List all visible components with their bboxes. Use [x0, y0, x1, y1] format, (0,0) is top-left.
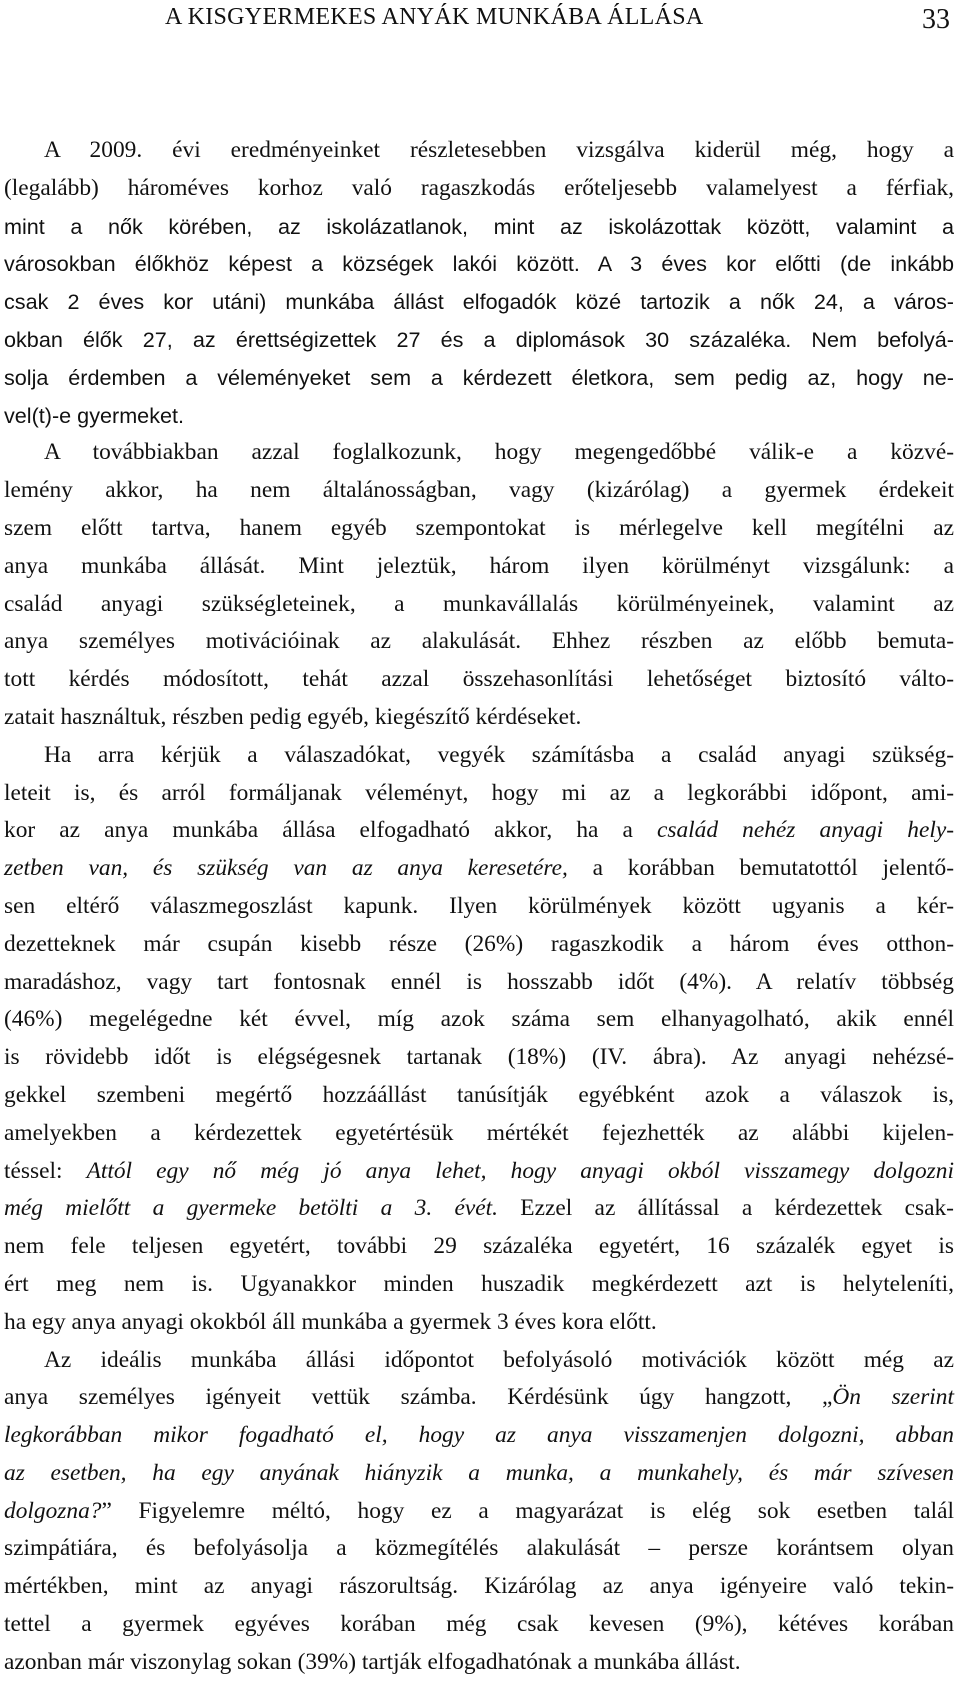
text-line — [4, 548, 954, 586]
text-segment: azonban már viszonylag sokan (39%) tartják elfogadhatónak a munkába állást. — [4, 1648, 741, 1675]
italic-text: legkorábban mikor fogadható el, hogy az anya visszamenjen dolgozni, abban — [4, 1422, 954, 1449]
text-segment: család anyagi szükségleteinek, a munkavállalás körülményeinek, valamint az — [4, 590, 954, 617]
text-segment: anya munkába állását. Mint jeleztük, három ilyen körülményt vizsgálunk: a — [4, 552, 954, 579]
text-line — [4, 1606, 954, 1644]
text-line — [4, 926, 954, 964]
text-segment: sen eltérő válaszmegoszlást kapunk. Ilyen körülmények között ugyanis a kér- — [4, 892, 954, 919]
text-segment: mint a nők körében, az iskolázatlanok, mint az iskolázottak között, valamint a — [4, 213, 954, 239]
text-segment: okban élők 27, az érettségizettek 27 és a diplomások 30 százaléka. — [4, 326, 792, 352]
text-segment: ért meg nem is. Ugyanakkor minden huszadik megkérdezett azt is helyteleníti, — [4, 1270, 954, 1297]
text-line — [4, 472, 954, 510]
text-line — [4, 1379, 954, 1417]
text-line — [4, 359, 954, 397]
text-line — [4, 1266, 954, 1304]
text-segment: téssel: — [4, 1157, 87, 1184]
text-segment: Az ideális munkába állási időpontot befolyásoló motivációk között még az — [44, 1346, 954, 1373]
italic-text: az esetben, ha egy anyának hiányzik a munka, a munkahely, és már szívesen — [4, 1459, 954, 1486]
text-segment: tott kérdés módosított, tehát azzal összehasonlítási lehetőséget biztosító válto- — [4, 666, 954, 693]
text-line — [4, 208, 954, 246]
text-segment: (legalább) hároméves korhoz való ragaszkodás erőteljesebb valamelyest a férfiak, — [4, 174, 954, 201]
text-segment: anya személyes motivációinak az alakulását. Ehhez részben az előbb bemuta- — [4, 628, 954, 655]
text-line — [4, 661, 954, 699]
text-segment: Ezzel az állítással a kérdezettek csak- — [497, 1195, 954, 1222]
text-segment: A 3 éves kor előtti (de inkább — [579, 251, 954, 277]
text-line — [4, 1039, 954, 1077]
text-segment: solja érdemben a véleményeket sem a kérdezett életkora, sem pedig az, hogy ne- — [4, 364, 954, 390]
text-line — [4, 397, 954, 435]
italic-text: még mielőtt a gyermeke betölti a 3. évét. — [4, 1195, 498, 1222]
text-line — [4, 1228, 954, 1266]
text-segment: vel(t)-e gyermeket. — [4, 402, 184, 428]
text-segment: a korábban bemutatottól jelentő- — [567, 855, 954, 882]
text-line — [4, 245, 954, 283]
text-line — [4, 1153, 954, 1191]
text-line — [4, 850, 954, 888]
text-segment: szimpátiára, és befolyásolja a közmegítélés alakulását – persze korántsem olyan — [4, 1535, 954, 1562]
text-line — [4, 170, 954, 208]
text-segment: csak 2 éves kor utáni) munkába állást elfogadók közé tartozik a nők 24, a város- — [4, 289, 954, 315]
text-line — [4, 1568, 954, 1606]
text-segment: dezetteknek már csupán kisebb része (26%) ragaszkodik a három éves otthon- — [4, 930, 954, 957]
text-segment: tettel a gyermek egyéves korában még csak kevesen (9%), kétéves korában — [4, 1611, 954, 1638]
text-segment: Nem befolyá- — [791, 326, 954, 352]
text-line — [4, 623, 954, 661]
text-line — [4, 1077, 954, 1115]
text-line — [4, 1001, 954, 1039]
text-line — [4, 132, 954, 170]
text-line — [4, 1644, 954, 1682]
text-line — [4, 1417, 954, 1455]
text-line — [4, 283, 954, 321]
text-segment: maradáshoz, vagy tart fontosnak ennél is hosszabb időt (4%). A relatív többség — [4, 968, 954, 995]
text-segment: gekkel szembeni megértő hozzáállást tanúsítják egyébként azok a válaszok is, — [4, 1081, 954, 1108]
text-line — [4, 775, 954, 813]
text-segment: nem fele teljesen egyetért, további 29 százaléka egyetért, 16 százalék egyet is — [4, 1233, 954, 1260]
italic-text: Ön szerint — [832, 1384, 954, 1411]
text-line — [4, 737, 954, 775]
text-segment: zatait használtuk, részben pedig egyéb, kiegészítő kérdéseket. — [4, 703, 582, 730]
text-segment: mértékben, mint az anyagi rászorultság. Kizárólag az anya igényeire való tekin- — [4, 1573, 954, 1600]
text-line — [4, 964, 954, 1002]
text-line — [4, 586, 954, 624]
page-number: 33 — [922, 4, 950, 35]
text-segment: amelyekben a kérdezettek egyetértésük mértékét fejezhették az alábbi kijelen- — [4, 1119, 954, 1146]
text-segment: kor az anya munkába állása elfogadható akkor, ha a — [4, 817, 657, 844]
text-segment: Ha arra kérjük a válaszadókat, vegyék számításba a család anyagi szükség- — [44, 741, 954, 768]
text-segment: is rövidebb időt is elégségesnek tartanak (18%) (IV. ábra). Az anyagi nehézsé- — [4, 1044, 954, 1071]
text-line — [4, 1455, 954, 1493]
italic-text: zetben van, és szükség van az anya keresetére, — [4, 855, 568, 882]
italic-text: Attól egy nő még jó anya lehet, hogy anyagi okból visszamegy dolgozni — [86, 1157, 954, 1184]
text-line — [4, 812, 954, 850]
text-segment: (46%) megelégedne két évvel, míg azok száma sem elhanyagolható, akik ennél — [4, 1006, 954, 1033]
text-segment: ” Figyelemre méltó, hogy ez a magyarázat is elég sok esetben talál — [101, 1497, 954, 1524]
text-line — [4, 1115, 954, 1153]
text-segment: leteit is, és arról formáljanak véleményt, hogy mi az a legkorábbi időpont, ami- — [4, 779, 954, 806]
text-line — [4, 699, 954, 737]
text-line — [4, 510, 954, 548]
text-segment: lemény akkor, ha nem általánosságban, vagy (kizárólag) a gyermek érdekeit — [4, 477, 954, 504]
italic-text: család nehéz anyagi hely- — [656, 817, 955, 844]
text-line — [4, 1342, 954, 1380]
text-segment: anya személyes igényeit vettük számba. Kérdésünk úgy hangzott, „ — [4, 1384, 833, 1411]
text-segment: szem előtt tartva, hanem egyéb szempontokat is mérlegelve kell megítélni az — [4, 514, 954, 541]
text-line — [4, 1304, 954, 1342]
text-segment: A továbbiakban azzal foglalkozunk, hogy megengedőbbé válik-e a közvé- — [44, 439, 954, 466]
text-segment: A 2009. évi eredményeinket részletesebben vizsgálva kiderül még, hogy a — [44, 137, 954, 163]
body-text — [4, 132, 954, 1682]
text-line — [4, 1493, 954, 1531]
text-line — [4, 321, 954, 359]
header-title: A KISGYERMEKES ANYÁK MUNKÁBA ÁLLÁSA — [165, 4, 704, 30]
text-line — [4, 1190, 954, 1228]
italic-text: dolgozna? — [4, 1497, 102, 1524]
text-segment: ha egy anya anyagi okokból áll munkába a gyermek 3 éves kora előtt. — [4, 1308, 657, 1335]
text-segment: városokban élőkhöz képest a községek lakói között. — [4, 251, 580, 277]
text-line — [4, 888, 954, 926]
text-line — [4, 434, 954, 472]
text-line — [4, 1530, 954, 1568]
running-header — [0, 0, 960, 40]
